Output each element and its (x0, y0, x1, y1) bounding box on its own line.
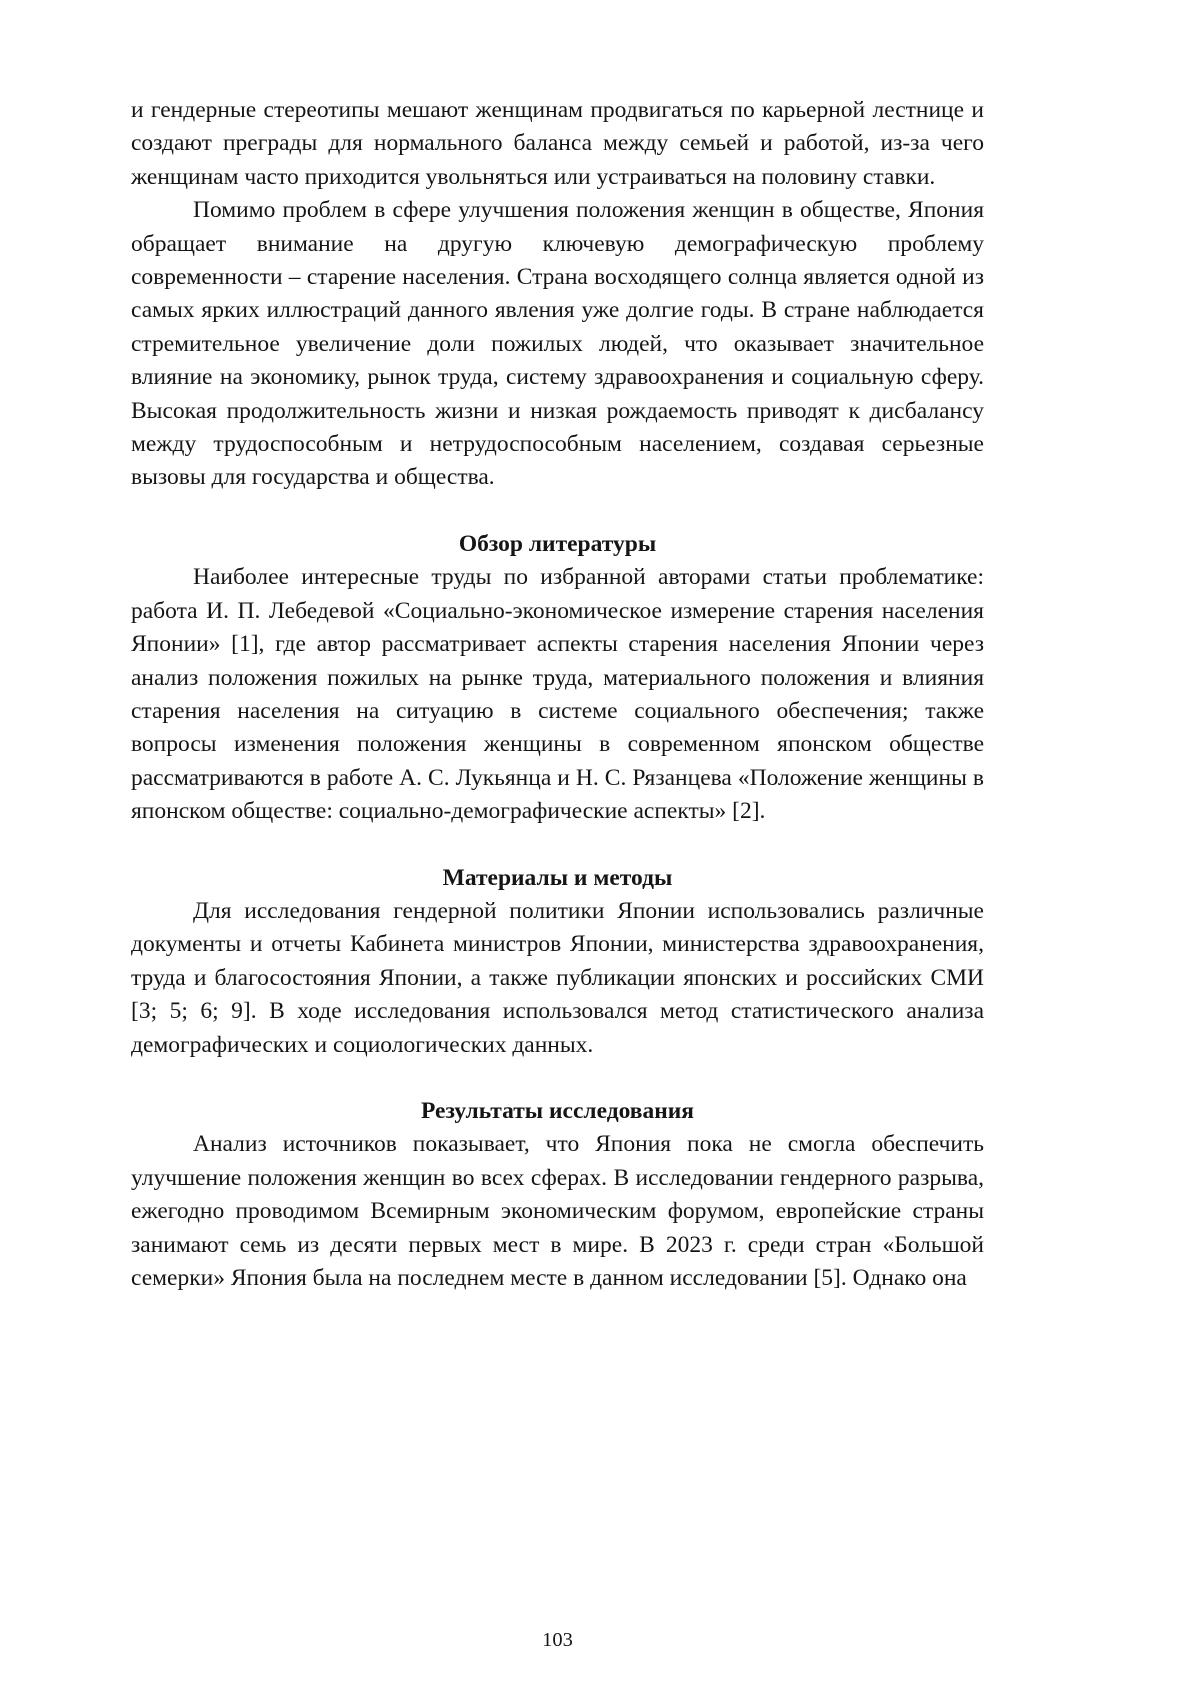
paragraph-literature-review: Наиболее интересные труды по избранной авторами статьи проблематике: работа И. П. Лебедевой «Социально-экономическое измерение старения населения Японии» [1], где автор рассматривает аспекты старения населения Японии через анализ положения пожилых на рынке труда, материального положения и влияния старения населения на ситуацию в системе социального обеспечения; также вопросы изменения положения женщины в современном японском обществе рассматриваются в работе А. С. Лукьянца и Н. С. Рязанцева «Положение женщины в японском обществе: социально-демографические аспекты» [2]. (131, 564, 984, 825)
page-number: 103 (542, 1629, 573, 1651)
article-body (131, 94, 984, 1295)
paragraph-materials-methods: Для исследования гендерной политики Японии использовались различные документы и отчеты Кабинета министров Японии, министерства здравоохранения, труда и благосостояния Японии, а также публикации японских и российских СМИ [3; 5; 6; 9]. В ходе исследования использовался метод статистического анализа демографических и социологических данных. (131, 897, 984, 1058)
paragraph-continuation: и гендерные стереотипы мешают женщинам продвигаться по карьерной лестнице и создают преграды для нормального баланса между семьей и работой, из-за чего женщинам часто приходится увольняться или устраиваться на половину ставки. (131, 97, 984, 190)
section-heading-materials-methods: Материалы и методы (442, 864, 673, 891)
section-heading-literature-review: Обзор литературы (458, 530, 657, 557)
paragraph-results: Анализ источников показывает, что Япония пока не смогла обеспечить улучшение положения женщин во всех сферах. В исследовании гендерного разрыва, ежегодно проводимом Всемирным экономическим форумом, европейские страны занимают семь из десяти первых мест в мире. В 2023 г. среди стран «Большой семерки» Япония была на последнем месте в данном исследовании [5]. Однако она (131, 1131, 984, 1291)
section-heading-results: Результаты исследования (420, 1097, 695, 1124)
paragraph-demography: Помимо проблем в сфере улучшения положения женщин в обществе, Япония обращает внимание на другую ключевую демографическую проблему современности – старение населения. Страна восходящего солнца является одной из самых ярких иллюстраций данного явления уже долгие годы. В стране наблюдается стремительное увеличение доли пожилых людей, что оказывает значительное влияние на экономику, рынок труда, систему здравоохранения и социальную сферу. Высокая продолжительность жизни и низкая рождаемость приводят к дисбалансу между трудоспособным и нетрудоспособным населением, создавая серьезные вызовы для государства и общества. (131, 197, 984, 491)
